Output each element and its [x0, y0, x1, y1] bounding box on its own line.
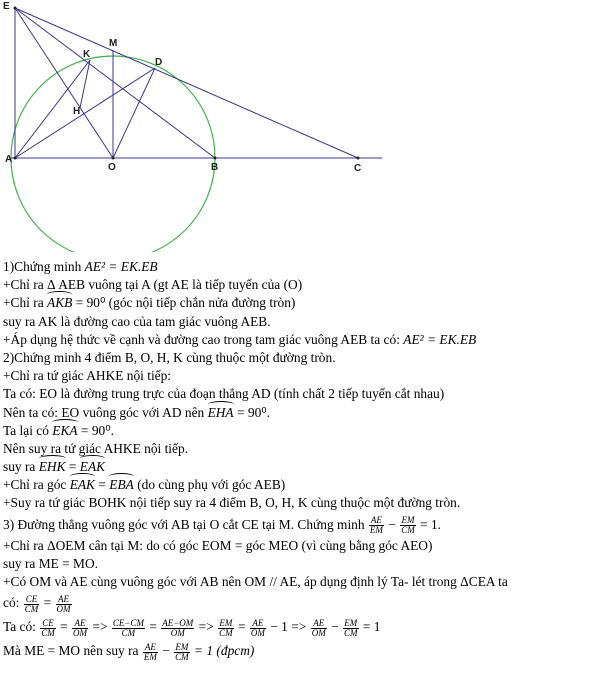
num: AE: [370, 515, 382, 526]
fraction: [72, 619, 88, 638]
segment-ec: [15, 8, 358, 158]
den: OM: [73, 627, 88, 638]
angle-eba: EBA: [109, 476, 134, 494]
label-e: E: [3, 1, 10, 12]
text: = 1 (đpcm): [194, 643, 255, 659]
point-b-dot: [214, 157, 217, 160]
angle-eak: EAK: [80, 458, 105, 476]
num: AE: [311, 619, 327, 629]
den: EM: [143, 651, 157, 662]
angle-akb: AKB: [47, 294, 72, 312]
num: AE: [144, 641, 156, 652]
part1-line2: [3, 294, 611, 312]
part2-line3: [3, 404, 611, 422]
op: =>: [92, 619, 108, 635]
part2-line8: +Suy ra tứ giác BOHK nội tiếp suy ra 4 điểm B, O, H, K cùng thuộc một đường tròn.: [3, 495, 461, 511]
part3-line1: +Chỉ ra ΔOEM cân tại M: do có góc EOM = góc MEO (vì cùng bằng góc AEO): [3, 537, 433, 553]
op: =: [43, 595, 52, 611]
label-a: A: [5, 154, 13, 165]
text: +Chỉ ra góc: [3, 477, 67, 493]
fraction: [218, 619, 234, 638]
op: − 1: [270, 619, 288, 635]
point-a-dot: [14, 157, 17, 160]
part3-line4: [3, 591, 611, 615]
num: AE−OM: [162, 617, 194, 628]
den: OM: [56, 603, 71, 614]
label-b: B: [211, 162, 219, 173]
fraction: [369, 516, 384, 535]
den: EM: [369, 525, 383, 536]
proof-text: [3, 258, 611, 663]
den: OM: [170, 627, 185, 638]
part2-line7: [3, 476, 611, 494]
part1-line4: [3, 331, 611, 349]
num: CE−CM: [112, 617, 144, 628]
segment-eb: [15, 8, 215, 158]
part2-line4: [3, 422, 611, 440]
point-c-dot: [357, 157, 360, 160]
label-o: O: [108, 162, 116, 173]
op: =>: [198, 619, 214, 635]
part2-line1: +Chỉ ra tứ giác AHKE nội tiếp:: [3, 368, 172, 384]
op: −: [331, 619, 339, 635]
num: AE: [56, 595, 72, 605]
part3-line3: +Có OM và AE cùng vuông góc với AB nên OM // AE, áp dụng định lý Ta- lét trong ΔCEA ta: [3, 574, 508, 589]
part2-line6: [3, 458, 611, 476]
text: = 90⁰ (góc nội tiếp chắn nửa đường tròn): [75, 295, 296, 311]
part3-line5: [3, 615, 611, 639]
text: Ta có:: [3, 619, 36, 635]
den: CM: [24, 603, 39, 614]
text: +Áp dụng hệ thức về cạnh và đường cao trong tam giác vuông AEB ta có:: [3, 331, 400, 347]
text: +Chỉ ra: [3, 295, 44, 311]
point-o-dot: [112, 157, 115, 160]
part1-heading: [3, 258, 611, 276]
angle-eak: EAK: [70, 476, 95, 494]
text: Nên ta có: EO vuông góc với AD nên: [3, 404, 205, 420]
num: EM: [219, 617, 233, 628]
den: CM: [121, 627, 136, 638]
fraction: [400, 516, 416, 535]
den: CM: [175, 651, 189, 662]
label-m: M: [109, 38, 118, 49]
den: CM: [344, 627, 358, 638]
point-e-dot: [14, 7, 17, 10]
op: = 1: [362, 619, 381, 635]
fraction: [143, 643, 158, 662]
fraction: [311, 619, 327, 638]
part3-heading: [3, 513, 611, 537]
part3-line2: suy ra ME = MO.: [3, 555, 98, 571]
angle-eha: EHA: [208, 404, 234, 422]
num: AE: [250, 619, 266, 629]
fraction: [56, 595, 72, 614]
label-d: D: [155, 57, 163, 68]
text: Ta lại có: [3, 422, 49, 438]
fraction: [40, 619, 56, 638]
fraction: [343, 619, 359, 638]
text: suy ra: [3, 459, 36, 475]
text: 1)Chứng minh: [3, 259, 82, 274]
text: có:: [3, 595, 20, 611]
den: OM: [250, 627, 265, 638]
num: CE: [42, 617, 54, 628]
text: = 90⁰.: [236, 404, 270, 420]
label-h: H: [73, 106, 81, 117]
part2-heading: 2)Chứng minh 4 điểm B, O, H, K cùng thuộc một đường tròn.: [3, 349, 336, 365]
part2-line2: Ta có: EO là đường trung trực của đoạn thẳng AD (tính chất 2 tiếp tuyến cắt nhau): [3, 386, 445, 402]
num: EM: [401, 515, 415, 526]
den: CM: [41, 627, 55, 638]
fraction: [174, 643, 190, 662]
op: =: [149, 619, 157, 635]
text: =: [98, 477, 106, 493]
math: AE² = EK.EB: [403, 331, 477, 347]
den: CM: [219, 627, 233, 638]
num: AE: [72, 619, 88, 629]
text: (do cùng phụ với góc AEB): [137, 477, 286, 493]
angle-ehk: EHK: [39, 458, 66, 476]
fraction: [24, 595, 40, 614]
angle-eka: EKA: [52, 422, 77, 440]
math: AE² = EK.EB: [84, 259, 158, 274]
op: =: [60, 619, 68, 635]
part1-line3: suy ra AK là đường cao của tam giác vuông AEB.: [3, 313, 271, 329]
text: = 90⁰.: [80, 422, 114, 438]
text: Mà ME = MO nên suy ra: [3, 643, 139, 659]
den: OM: [311, 627, 326, 638]
text: =: [68, 459, 77, 475]
fraction: [112, 619, 145, 638]
op: −: [388, 516, 396, 532]
op: =>: [291, 619, 307, 635]
text: 3) Đường thẳng vuông góc với AB tại O cắt CE tại M. Chứng minh: [3, 516, 365, 532]
segment-eo: [15, 8, 113, 158]
label-c: C: [354, 163, 362, 174]
label-k: K: [83, 49, 91, 60]
fraction: [250, 619, 266, 638]
geometry-figure: [0, 0, 400, 252]
fraction: [161, 619, 194, 638]
part1-line1: +Chỉ ra Δ AEB vuông tại A (gt AE là tiếp tuyến của (O): [3, 277, 303, 293]
den: CM: [401, 525, 415, 536]
op: =: [238, 619, 246, 635]
text: = 1.: [420, 516, 442, 532]
op: −: [162, 643, 170, 659]
num: EM: [175, 641, 189, 652]
part3-line6: [3, 639, 611, 663]
num: EM: [344, 617, 358, 628]
part2-line5: Nên suy ra tứ giác AHKE nội tiếp.: [3, 440, 189, 456]
num: CE: [25, 593, 38, 604]
